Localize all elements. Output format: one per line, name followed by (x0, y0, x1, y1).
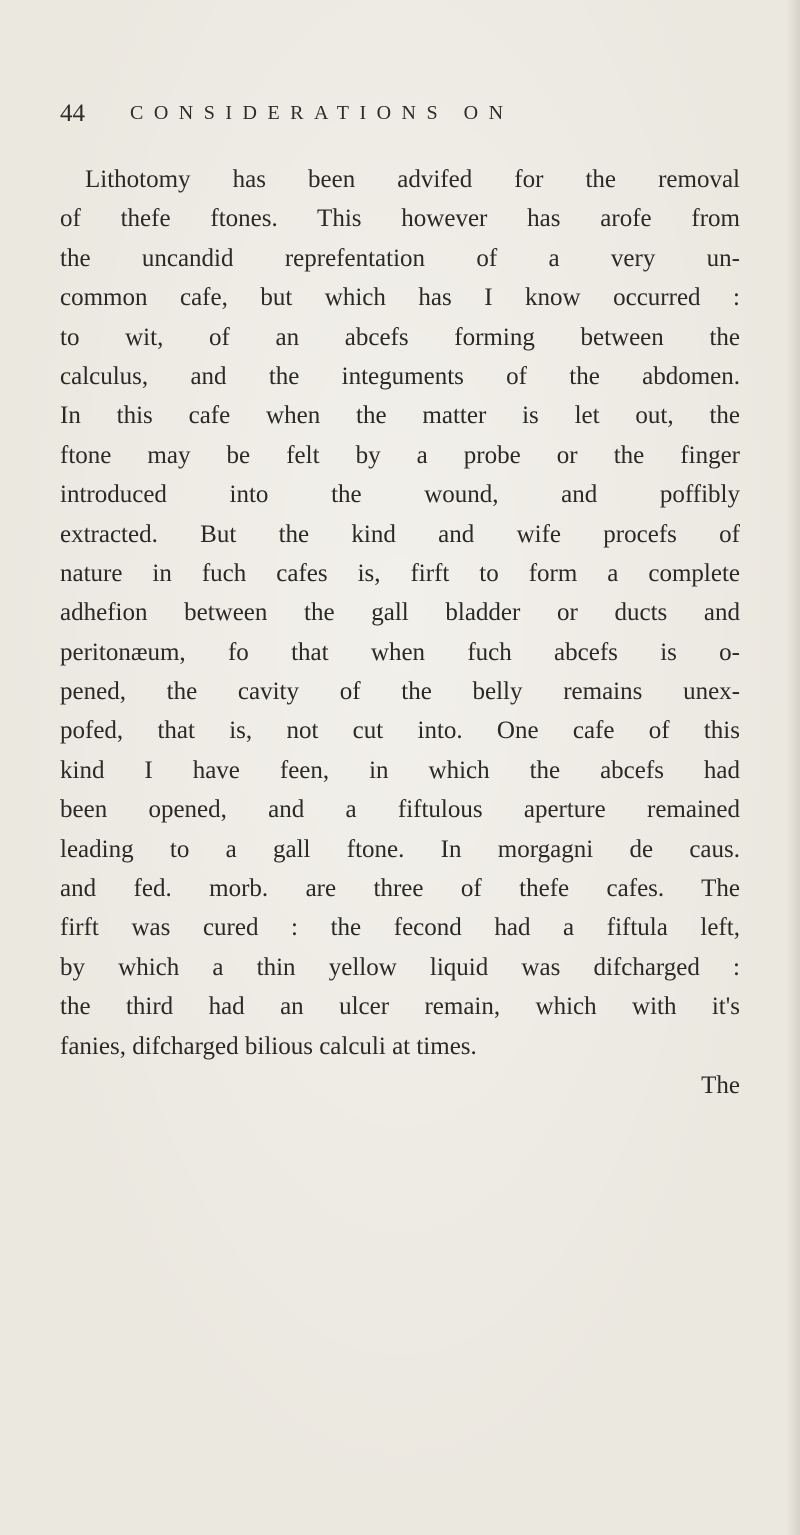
text-line: calculus, and the integuments of the abdomen. (60, 362, 740, 390)
text-line: to wit, of an abcefs forming between the (60, 323, 740, 351)
text-line: peritonæum, fo that when fuch abcefs is o- (60, 638, 740, 666)
text-line: by which a thin yellow liquid was difcharged : (60, 953, 740, 981)
text-line: leading to a gall ftone. In morgagni de caus. (60, 835, 740, 863)
text-line: the third had an ulcer remain, which with it's (60, 993, 740, 1021)
page-header (60, 98, 780, 138)
text-line: common cafe, but which has I know occurred : (60, 284, 740, 312)
text-line: ftone may be felt by a probe or the finger (60, 441, 740, 469)
text-line: introduced into the wound, and poffibly (60, 481, 740, 509)
text-line: of thefe ftones. This however has arofe from (60, 205, 740, 233)
text-line: Lithotomy has been advifed for the removal (85, 166, 740, 193)
text-line: adhefion between the gall bladder or ducts and (60, 599, 740, 627)
page-edge-shadow (786, 0, 800, 1535)
text-line: pofed, that is, not cut into. One cafe of this (60, 717, 740, 745)
body-text (60, 160, 740, 1105)
text-line: kind I have feen, in which the abcefs had (60, 756, 740, 784)
text-line: In this cafe when the matter is let out, the (60, 402, 740, 430)
catchword: The (701, 1071, 740, 1099)
page-number: 44 (60, 100, 85, 127)
text-line: nature in fuch cafes is, firft to form a complete (60, 559, 740, 587)
text-line: the uncandid reprefentation of a very un- (60, 244, 740, 272)
text-line: been opened, and a fiftulous aperture remained (60, 796, 740, 824)
text-line: pened, the cavity of the belly remains unex- (60, 678, 740, 706)
text-line: extracted. But the kind and wife procefs of (60, 520, 740, 548)
text-line: and fed. morb. are three of thefe cafes. The (60, 875, 740, 903)
running-head: CONSIDERATIONS ON (130, 102, 514, 124)
text-line: fanies, difcharged bilious calculi at times. (60, 1032, 477, 1060)
text-line: firft was cured : the fecond had a fiftula left, (60, 914, 740, 942)
